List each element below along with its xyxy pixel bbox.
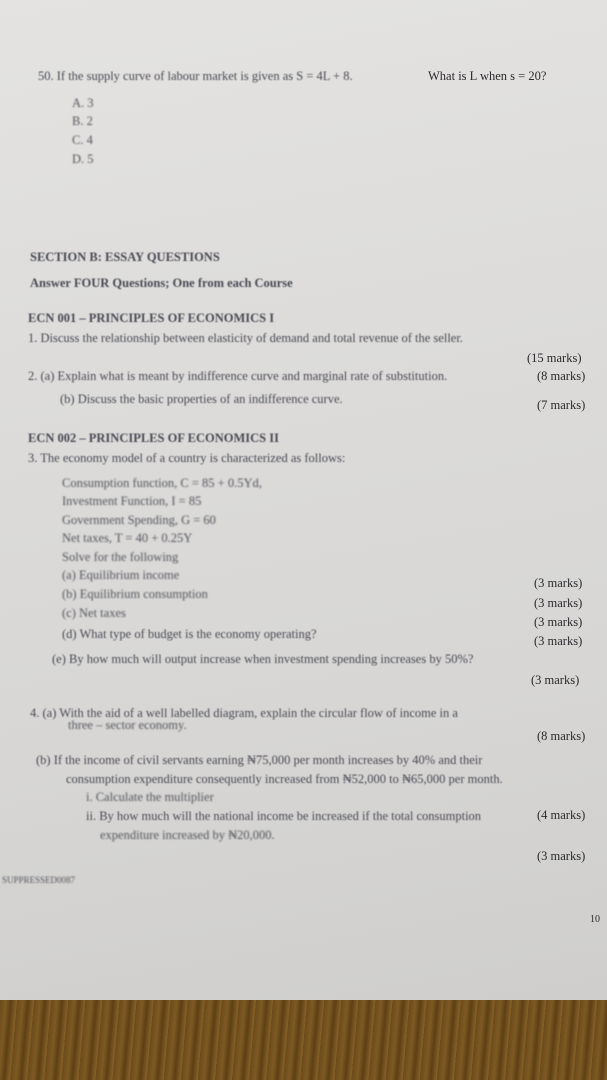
q50-option-d: D. 5 — [72, 152, 94, 166]
q4a-line2: three – sector economy. — [68, 718, 187, 732]
model-consumption: Consumption function, C = 85 + 0.5Yd, — [62, 476, 262, 490]
part-c-marks: (3 marks) — [534, 615, 583, 629]
course2-title: ECN 002 – PRINCIPLES OF ECONOMICS II — [28, 431, 279, 445]
q50-option-b: B. 2 — [72, 114, 93, 128]
q50-option-a: A. 3 — [72, 96, 94, 110]
course2-q3: 3. The economy model of a country is characterized as follows: — [28, 451, 346, 465]
part-e: (e) By how much will output increase when investment spending increases by 50%? — [52, 652, 474, 666]
course1-q2b-marks: (7 marks) — [537, 398, 586, 412]
part-b: (b) Equilibrium consumption — [62, 587, 208, 601]
q4b-i-marks: (4 marks) — [537, 808, 586, 822]
q50-ask: What is L when s = 20? — [428, 69, 547, 83]
part-a-marks: (3 marks) — [534, 576, 583, 590]
model-government: Government Spending, G = 60 — [62, 513, 216, 527]
q4b-i: i. Calculate the multiplier — [86, 790, 214, 804]
part-b-marks: (3 marks) — [534, 596, 583, 610]
part-d-marks: (3 marks) — [534, 634, 583, 648]
q4a-line1: 4. (a) With the aid of a well labelled diagram, explain the circular flow of income in a — [30, 706, 458, 720]
q50-option-c: C. 4 — [72, 133, 93, 147]
solve-instruction: Solve for the following — [62, 550, 179, 564]
part-d: (d) What type of budget is the economy operating? — [62, 627, 317, 641]
course1-q2a: 2. (a) Explain what is meant by indifference curve and marginal rate of substitution. — [28, 369, 448, 383]
part-a: (a) Equilibrium income — [62, 568, 180, 582]
page-number: 10 — [590, 914, 600, 925]
course1-q1-marks: (15 marks) — [527, 351, 582, 365]
footer-code: SUPPRESSED0087 — [2, 875, 76, 885]
model-investment: Investment Function, I = 85 — [62, 494, 202, 508]
q4b-ii-line2: expenditure increased by ₦20,000. — [100, 828, 275, 842]
course1-q2a-marks: (8 marks) — [537, 369, 586, 383]
section-instruction: Answer FOUR Questions; One from each Course — [30, 276, 293, 290]
q4a-marks: (8 marks) — [537, 729, 586, 743]
q4b-ii-line1: ii. By how much will the national income be increased if the total consumption — [86, 809, 482, 823]
model-taxes: Net taxes, T = 40 + 0.25Y — [62, 531, 193, 545]
course1-title: ECN 001 – PRINCIPLES OF ECONOMICS I — [28, 311, 275, 325]
course1-q2b: (b) Discuss the basic properties of an indifference curve. — [60, 392, 343, 406]
course1-q1: 1. Discuss the relationship between elasticity of demand and total revenue of the seller. — [28, 331, 463, 345]
section-title: SECTION B: ESSAY QUESTIONS — [30, 250, 220, 264]
q50-question: 50. If the supply curve of labour market is given as S = 4L + 8. — [38, 69, 353, 83]
desk-surface — [0, 1000, 607, 1080]
q4b-ii-marks: (3 marks) — [537, 849, 586, 863]
part-e-marks: (3 marks) — [531, 673, 580, 687]
q4b-line2: consumption expenditure consequently increased from ₦52,000 to ₦65,000 per month. — [66, 772, 503, 786]
part-c: (c) Net taxes — [62, 606, 126, 620]
q4b-line1: (b) If the income of civil servants earning ₦75,000 per month increases by 40% and their — [36, 753, 483, 767]
